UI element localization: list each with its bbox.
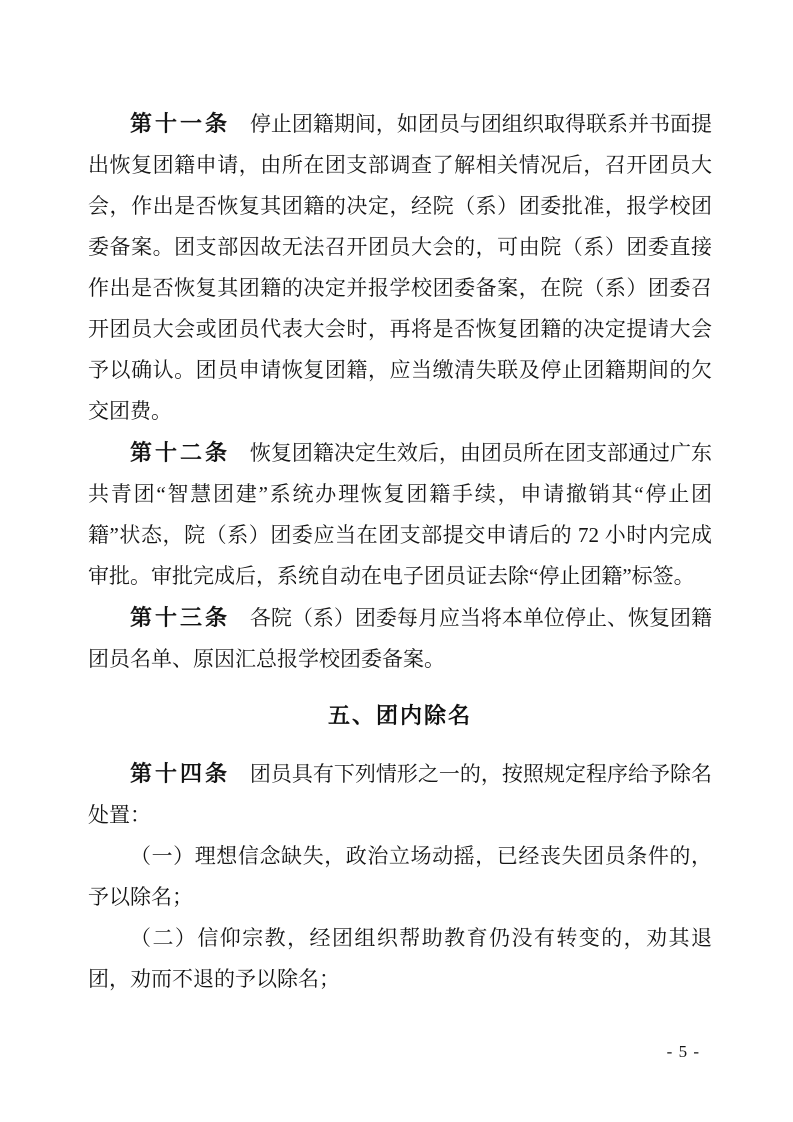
list-item-2 — [88, 918, 712, 1000]
section-heading: 五、团内除名 — [327, 703, 472, 728]
article-12-label: 第十二条 — [130, 440, 231, 465]
article-14-text: 团员具有下列情形之一的，按照规定程序给予除名处置： — [88, 762, 712, 827]
article-13-text: 各院（系）团委每月应当将本单位停止、恢复团籍团员名单、原因汇总报学校团委备案。 — [88, 606, 712, 671]
document-content — [88, 103, 712, 1000]
article-11-paragraph — [88, 103, 712, 432]
page-number: - 5 - — [666, 1042, 700, 1061]
article-13-label: 第十三条 — [130, 605, 231, 630]
article-12-text: 恢复团籍决定生效后，由团员所在团支部通过广东共青团“智慧团建”系统办理恢复团籍手续，申请撤销其“停止团籍”状态，院（系）团委应当在团支部提交申请后的 72 小时内完成审批。审批完成后，系统自动在电子团员证去除“停止团籍”标签。 — [88, 441, 712, 588]
article-11-label: 第十一条 — [130, 111, 231, 136]
article-11-text: 停止团籍期间，如团员与团组织取得联系并书面提出恢复团籍申请，由所在团支部调查了解相关情况后，召开团员大会，作出是否恢复其团籍的决定，经院（系）团委批准，报学校团委备案。团支部因故无法召开团员大会的，可由院（系）团委直接作出是否恢复其团籍的决定并报学校团委备案，在院（系）团委召开团员大会或团员代表大会时，再将是否恢复团籍的决定提请大会予以确认。团员申请恢复团籍，应当缴清失联及停止团籍期间的欠交团费。 — [88, 112, 712, 423]
list-item-1 — [88, 836, 712, 918]
article-14-label: 第十四条 — [130, 761, 231, 786]
list-item-1-text: （一）理想信念缺失，政治立场动摇，已经丧失团员条件的，予以除名； — [88, 844, 712, 909]
article-12-paragraph — [88, 432, 712, 597]
article-14-paragraph — [88, 753, 712, 836]
list-item-2-text: （二）信仰宗教，经团组织帮助教育仍没有转变的，劝其退团，劝而不退的予以除名； — [88, 926, 712, 991]
article-13-paragraph — [88, 597, 712, 680]
